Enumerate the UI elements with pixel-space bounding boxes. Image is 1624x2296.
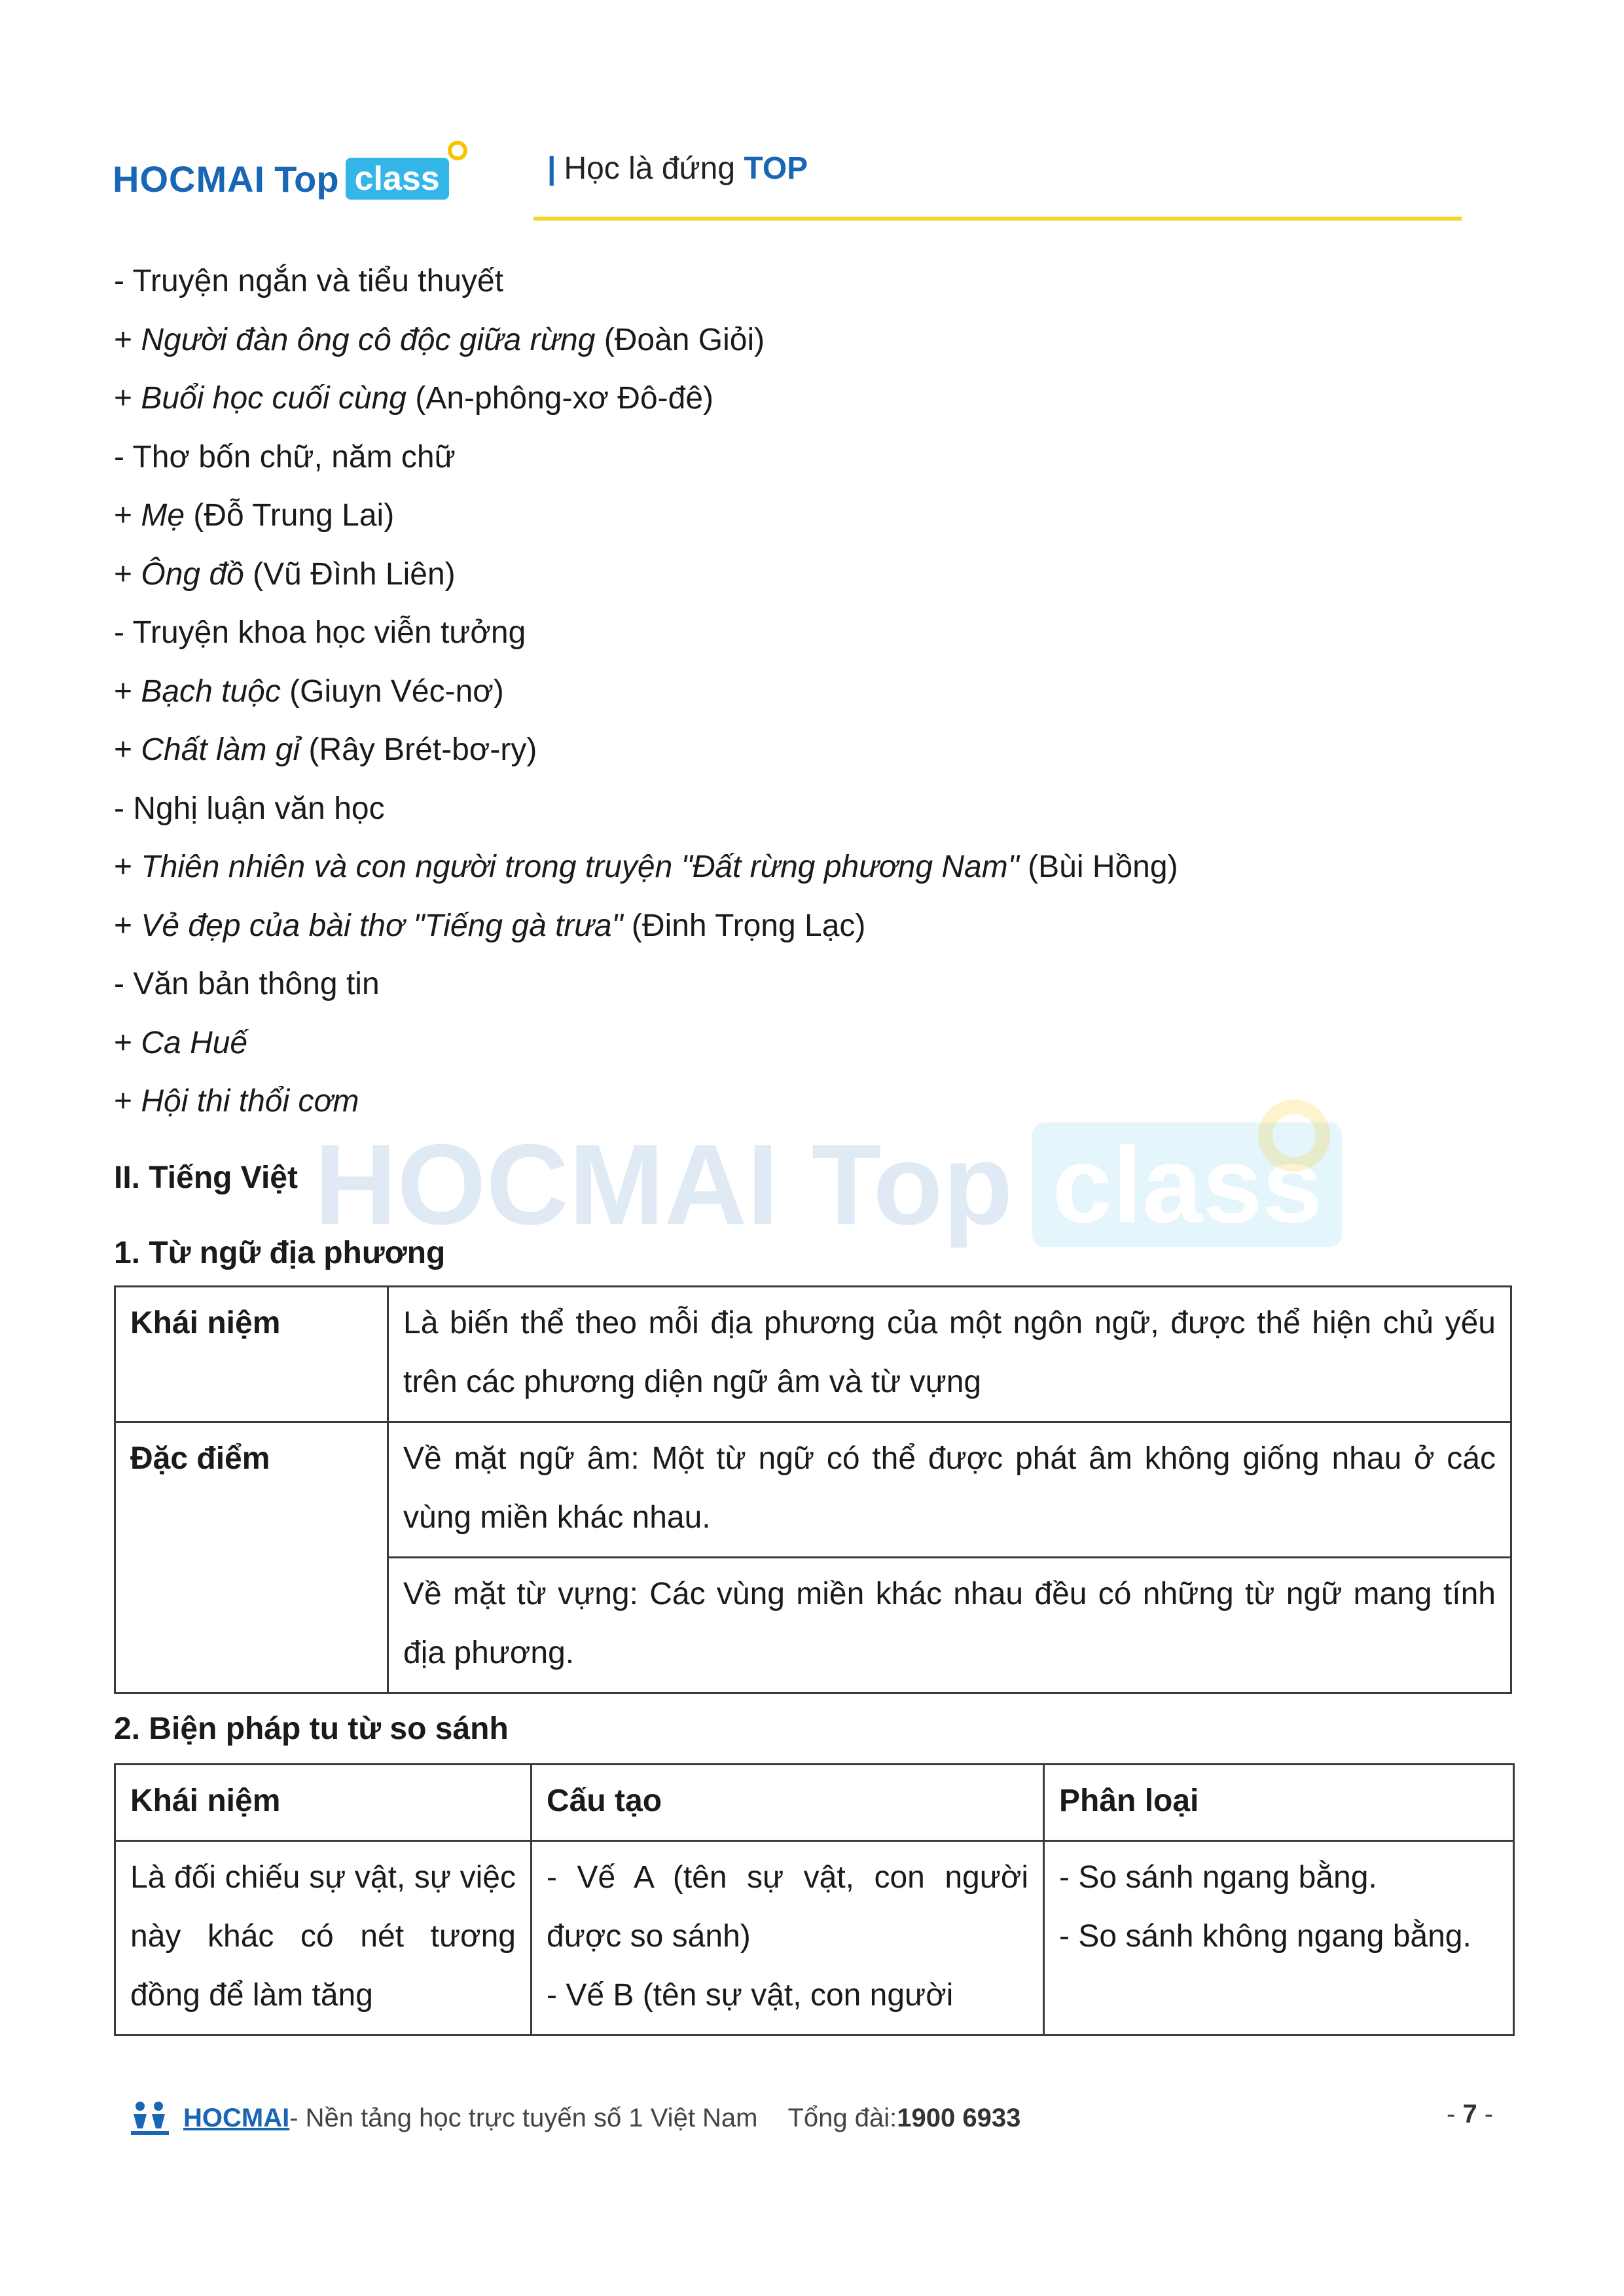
watermark-top: Top [811, 1121, 1013, 1249]
table-cell-line: - Vế A (tên sự vật, con người được so sánh) [547, 1860, 1028, 1954]
list-item-title: Mẹ [141, 498, 185, 533]
list-item [114, 906, 865, 946]
list-item-text: - Văn bản thông tin [114, 967, 380, 1001]
list-item-title: Vẻ đẹp của bài thơ "Tiếng gà trưa" [141, 908, 623, 943]
table-header-cell: Khái niệm [115, 1765, 532, 1841]
list-item-bullet: + [114, 381, 141, 416]
list-item-text: - Thơ bốn chữ, năm chữ [114, 440, 456, 475]
page-number-value: 7 [1462, 2100, 1477, 2128]
table-header-row [115, 1765, 1514, 1841]
table-row [115, 1287, 1511, 1422]
section-title: II. Tiếng Việt [114, 1160, 298, 1195]
watermark-class: class [1032, 1122, 1342, 1247]
table-row [115, 1422, 1511, 1558]
watermark-hocmai: HOCMAI [314, 1121, 779, 1249]
logo-class-text: class [346, 158, 449, 200]
header-underline [533, 217, 1462, 221]
hocmai-people-icon [128, 2100, 171, 2136]
list-item-bullet: + [114, 498, 141, 533]
table-cell: Là đối chiếu sự vật, sự việc này khác có nét tương đồng để làm tăng [115, 1841, 532, 2036]
table-row [115, 1841, 1514, 2036]
tagline-top: TOP [744, 151, 808, 186]
list-item [114, 262, 503, 301]
logo-top-text: Top [274, 158, 339, 200]
table-cell: Là biến thể theo mỗi địa phương của một ngôn ngữ, được thể hiện chủ yếu trên các phương diện ngữ âm và từ vựng [388, 1287, 1511, 1422]
logo-hocmai-text: HOCMAI [113, 158, 266, 200]
list-item-title: Bạch tuộc [141, 674, 281, 709]
list-item-author: (Đỗ Trung Lai) [185, 498, 395, 533]
list-item-title: Ông đồ [141, 557, 244, 592]
list-item [114, 789, 385, 829]
watermark-logo [314, 1119, 1342, 1250]
list-item-bullet: + [114, 732, 141, 767]
list-item-author: (Bùi Hồng) [1019, 850, 1178, 884]
list-item-bullet: + [114, 908, 141, 943]
tagline-text: Học là đứng [564, 151, 736, 186]
list-item [114, 379, 713, 418]
list-item-bullet: + [114, 850, 141, 884]
header-tagline [547, 151, 808, 187]
list-item-title: Chất làm gỉ [141, 732, 300, 767]
footer-slogan: - Nền tảng học trực tuyến số 1 Việt Nam [289, 2103, 758, 2132]
table-header-cell: Phân loại [1044, 1765, 1514, 1841]
list-item [114, 1024, 247, 1063]
subsection-title-1: 1. Từ ngữ địa phương [114, 1236, 446, 1270]
divider-bar: | [547, 151, 556, 186]
list-item [114, 438, 456, 477]
list-item-title: Người đàn ông cô độc giữa rừng [141, 323, 596, 357]
list-item-bullet: + [114, 1084, 141, 1119]
table-cell-head: Khái niệm [115, 1287, 388, 1422]
list-item-author: (An-phông-xơ Đô-đê) [406, 381, 713, 416]
list-item-author: (Đoàn Giỏi) [595, 323, 765, 357]
logo-class-badge [346, 158, 449, 200]
table-cell-line: - So sánh ngang bằng. [1059, 1860, 1377, 1895]
list-item [114, 1082, 359, 1121]
list-item [114, 730, 537, 770]
sun-icon [448, 141, 467, 160]
list-item [114, 613, 526, 653]
table-header-cell: Cấu tạo [532, 1765, 1044, 1841]
list-item-author: (Giuyn Véc-nơ) [280, 674, 504, 709]
list-item-bullet: + [114, 323, 141, 357]
list-item-title: Hội thi thổi cơm [141, 1084, 359, 1119]
list-item-bullet: + [114, 557, 141, 592]
table-cell-line: - So sánh không ngang bằng. [1059, 1919, 1471, 1954]
hocmai-topclass-logo [113, 149, 449, 208]
table-cell: Về mặt ngữ âm: Một từ ngữ có thể được phát âm không giống nhau ở các vùng miền khác nhau. [388, 1422, 1511, 1558]
dialect-table [114, 1285, 1512, 1694]
list-item-author: (Rây Brét-bơ-ry) [300, 732, 537, 767]
list-item-title: Ca Huế [141, 1026, 248, 1060]
list-item [114, 672, 504, 711]
page-number: - 7 - [1447, 2100, 1494, 2128]
table-cell-line: - Vế B (tên sự vật, con người [547, 1978, 954, 2013]
list-item-text: - Truyện ngắn và tiểu thuyết [114, 264, 504, 298]
page-footer [128, 2100, 1020, 2136]
comparison-table [114, 1763, 1515, 2036]
table-cell [532, 1841, 1044, 2036]
list-item [114, 555, 456, 594]
list-item [114, 321, 765, 360]
list-item-text: - Nghị luận văn học [114, 791, 385, 826]
footer-brand-link[interactable]: HOCMAI [183, 2103, 290, 2132]
table-cell [1044, 1841, 1514, 2036]
list-item [114, 496, 394, 535]
list-item-text: - Truyện khoa học viễn tưởng [114, 615, 526, 650]
table-cell: Về mặt từ vựng: Các vùng miền khác nhau đều có những từ ngữ mang tính địa phương. [388, 1558, 1511, 1693]
list-item-bullet: + [114, 1026, 141, 1060]
list-item-author: (Vũ Đình Liên) [244, 557, 456, 592]
list-item [114, 848, 1178, 887]
list-item-title: Thiên nhiên và con người trong truyện "Đất rừng phương Nam" [141, 850, 1019, 884]
footer-phone-label: Tổng đài: [787, 2103, 897, 2132]
watermark-sun-icon [1258, 1100, 1330, 1172]
list-item-bullet: + [114, 674, 141, 709]
list-item-title: Buổi học cuối cùng [141, 381, 406, 416]
table-cell-head: Đặc điểm [115, 1422, 388, 1693]
subsection-title-2: 2. Biện pháp tu từ so sánh [114, 1712, 509, 1746]
footer-phone: 1900 6933 [897, 2103, 1021, 2132]
list-item-author: (Đinh Trọng Lạc) [623, 908, 866, 943]
list-item [114, 965, 380, 1004]
